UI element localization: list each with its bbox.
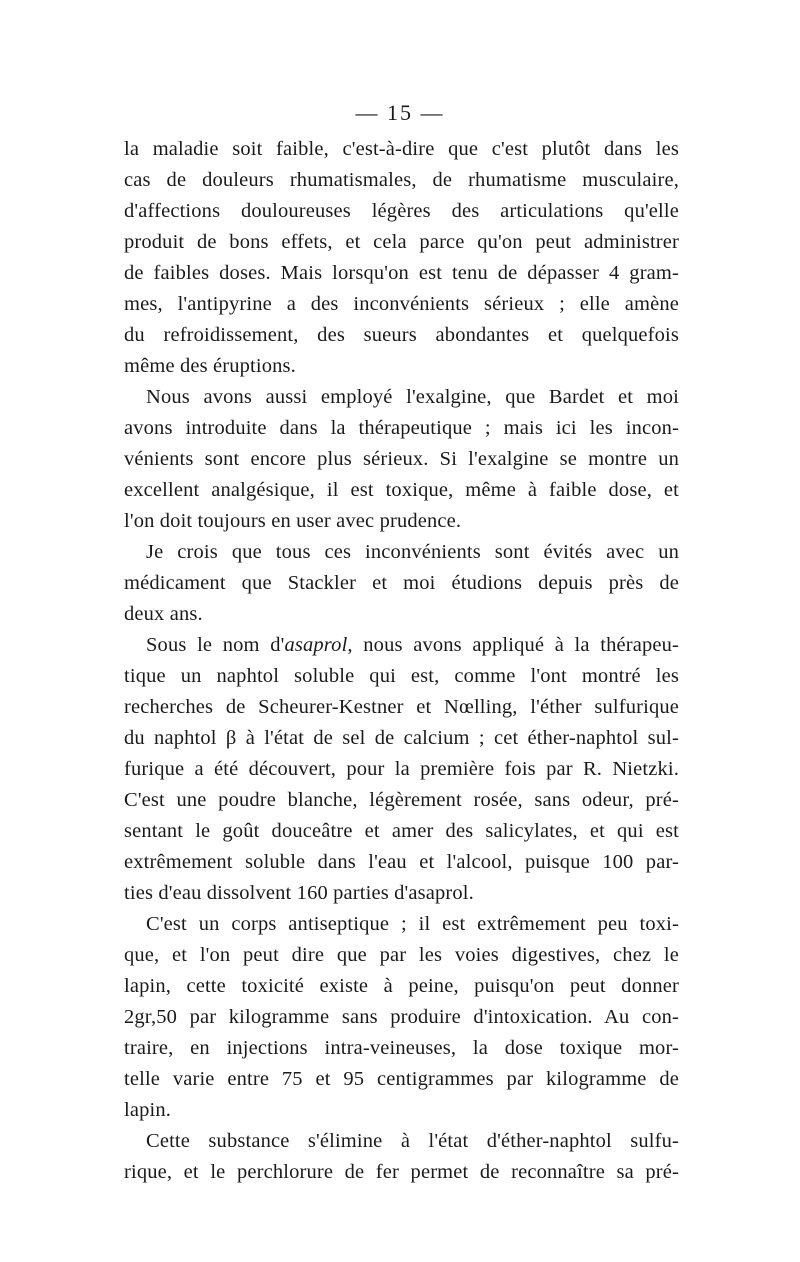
text-line: furique a été découvert, pour la première fois par R. Nietzki. xyxy=(124,758,679,780)
text-line: la maladie soit faible, c'est-à-dire que c'est plutôt dans les xyxy=(124,138,679,160)
text-line: traire, en injections intra-veineuses, la dose toxique mor- xyxy=(124,1037,679,1059)
text-line: de faibles doses. Mais lorsqu'on est tenu de dépasser 4 gram- xyxy=(124,262,679,284)
text-line: sentant le goût douceâtre et amer des salicylates, et qui est xyxy=(124,820,679,842)
text-line: même des éruptions. xyxy=(124,355,296,377)
text-line: ties d'eau dissolvent 160 parties d'asaprol. xyxy=(124,882,474,904)
page-number: — 15 — xyxy=(355,100,445,125)
text-line: C'est une poudre blanche, légèrement rosée, sans odeur, pré- xyxy=(124,789,679,811)
text-line: Sous le nom d'asaprol, nous avons appliqué à la thérapeu- xyxy=(146,634,679,656)
text-line: du naphtol β à l'état de sel de calcium ; cet éther-naphtol sul- xyxy=(124,727,679,749)
text-line: cas de douleurs rhumatismales, de rhumatisme musculaire, xyxy=(124,169,679,191)
text-line: du refroidissement, des sueurs abondantes et quelquefois xyxy=(124,324,679,346)
text-line: Cette substance s'élimine à l'état d'éther-naphtol sulfu- xyxy=(146,1130,679,1152)
text-line: extrêmement soluble dans l'eau et l'alcool, puisque 100 par- xyxy=(124,851,679,873)
text-line: produit de bons effets, et cela parce qu'on peut administrer xyxy=(124,231,679,253)
text-line: excellent analgésique, il est toxique, même à faible dose, et xyxy=(124,479,679,501)
text-line: médicament que Stackler et moi étudions depuis près de xyxy=(124,572,679,594)
text-line: l'on doit toujours en user avec prudence. xyxy=(124,510,462,532)
text-line: lapin, cette toxicité existe à peine, puisqu'on peut donner xyxy=(124,975,679,997)
text-line: lapin. xyxy=(124,1099,172,1121)
text-line: rique, et le perchlorure de fer permet de reconnaître sa pré- xyxy=(124,1161,679,1183)
body-text xyxy=(124,134,679,1188)
text-line: C'est un corps antiseptique ; il est extrêmement peu toxi- xyxy=(146,913,679,935)
text-line: 2gr,50 par kilogramme sans produire d'intoxication. Au con- xyxy=(124,1006,679,1028)
text-line: vénients sont encore plus sérieux. Si l'exalgine se montre un xyxy=(124,448,679,470)
text-line: Je crois que tous ces inconvénients sont évités avec un xyxy=(146,541,679,563)
term-asaprol: asaprol xyxy=(284,634,348,656)
text-line: mes, l'antipyrine a des inconvénients sérieux ; elle amène xyxy=(124,293,679,315)
text-line: tique un naphtol soluble qui est, comme l'ont montré les xyxy=(124,665,679,687)
text-line: Nous avons aussi employé l'exalgine, que Bardet et moi xyxy=(146,386,679,408)
text-line: deux ans. xyxy=(124,603,203,625)
text-line: telle varie entre 75 et 95 centigrammes par kilogramme de xyxy=(124,1068,679,1090)
text-line: d'affections douloureuses légères des articulations qu'elle xyxy=(124,200,679,222)
text-line: avons introduite dans la thérapeutique ; mais ici les incon- xyxy=(124,417,679,439)
text-line: que, et l'on peut dire que par les voies digestives, chez le xyxy=(124,944,679,966)
text-line: recherches de Scheurer-Kestner et Nœlling, l'éther sulfurique xyxy=(124,696,679,718)
